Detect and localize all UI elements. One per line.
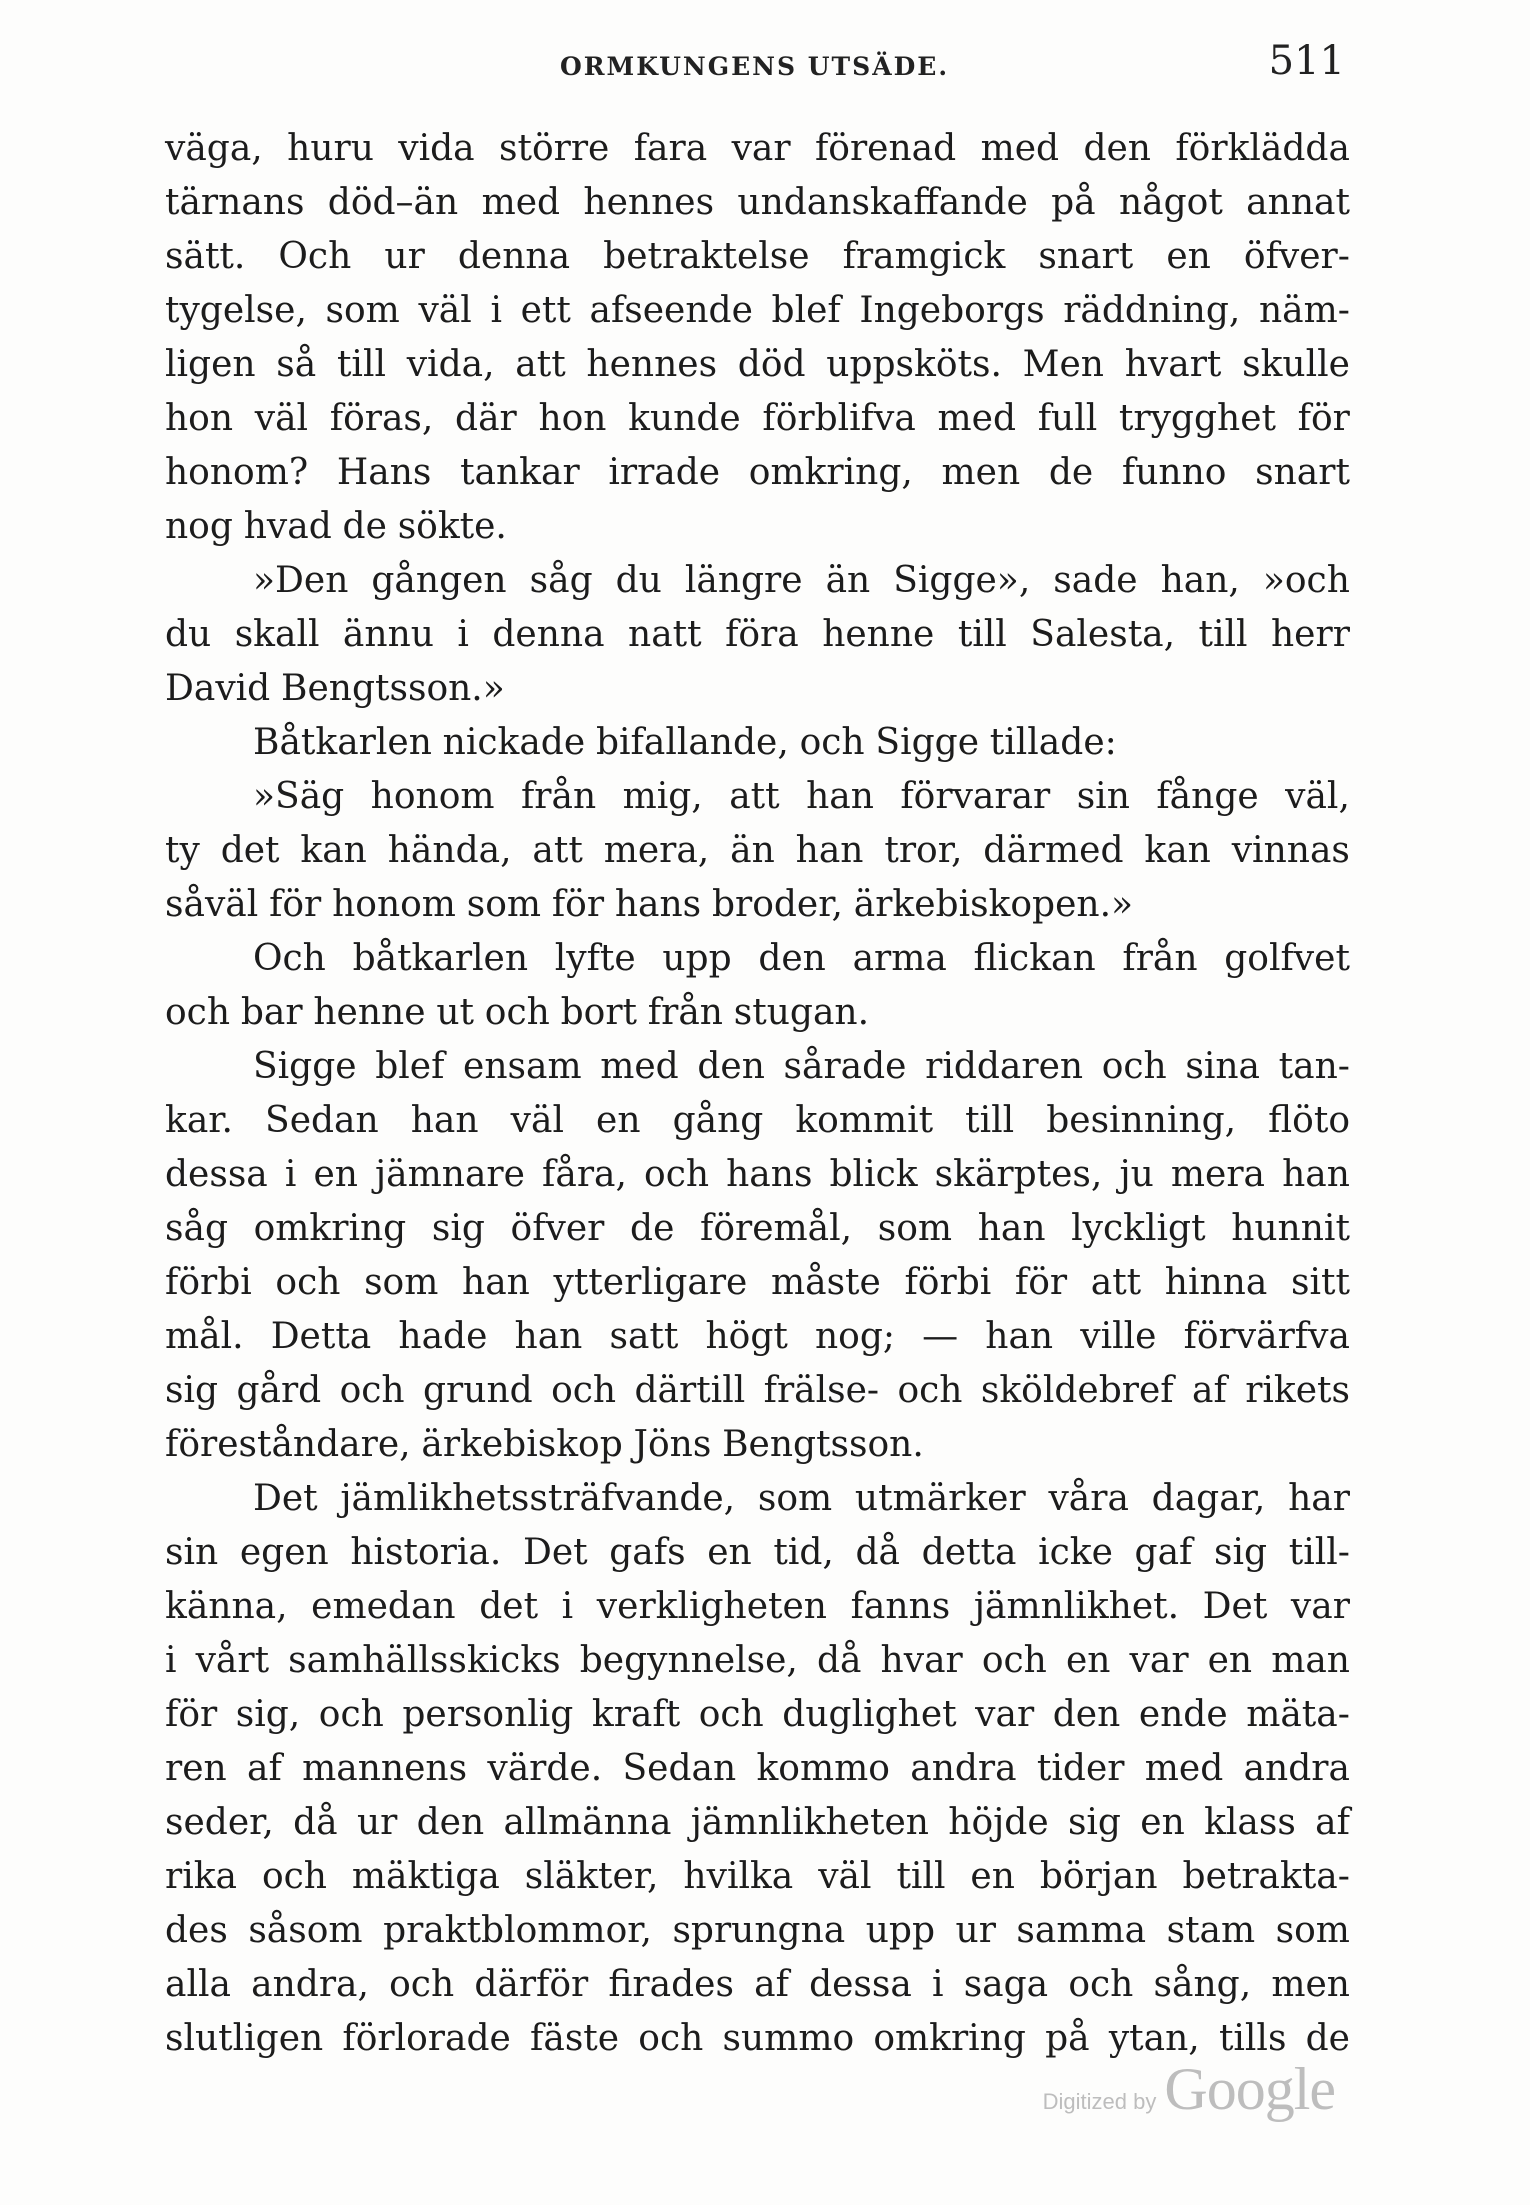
running-title: ORMKUNGENS UTSÄDE. xyxy=(560,52,950,81)
text-line: »Säg honom från mig, att han förvarar sin fånge väl, xyxy=(253,776,1350,817)
text-line: »Den gången såg du längre än Sigge», sade han, »och xyxy=(253,560,1350,601)
text-line: tärnans död–än med hennes undanskaffande på något annat xyxy=(165,182,1350,223)
text-line: ren af mannens värde. Sedan kommo andra tider med andra xyxy=(165,1748,1350,1789)
text-line: sin egen historia. Det gafs en tid, då detta icke gaf sig till- xyxy=(165,1532,1350,1573)
text-line: Sigge blef ensam med den sårade riddaren och sina tan- xyxy=(253,1046,1350,1087)
text-line: och bar henne ut och bort från stugan. xyxy=(165,992,870,1033)
text-line: Och båtkarlen lyfte upp den arma flickan från golfvet xyxy=(253,938,1350,979)
digitized-by-google-watermark xyxy=(1043,2055,1335,2124)
text-line: ligen så till vida, att hennes död uppsköts. Men hvart skulle xyxy=(165,344,1350,385)
text-line: David Bengtsson.» xyxy=(165,668,505,709)
digitized-label: Digitized by xyxy=(1042,2089,1157,2114)
text-line: sätt. Och ur denna betraktelse framgick snart en öfver- xyxy=(165,236,1350,277)
page-number: 511 xyxy=(1268,38,1345,84)
text-line: ty det kan hända, att mera, än han tror, därmed kan vinnas xyxy=(165,830,1350,871)
text-line: des såsom praktblommor, sprungna upp ur samma stam som xyxy=(165,1910,1350,1951)
text-line: Båtkarlen nickade bifallande, och Sigge tillade: xyxy=(253,722,1117,763)
text-line: tygelse, som väl i ett afseende blef Ingeborgs räddning, näm- xyxy=(165,290,1350,331)
text-line: honom? Hans tankar irrade omkring, men de funno snart xyxy=(165,452,1350,493)
text-line: såg omkring sig öfver de föremål, som han lyckligt hunnit xyxy=(165,1208,1350,1249)
text-line: dessa i en jämnare fåra, och hans blick skärptes, ju mera han xyxy=(165,1154,1350,1195)
text-line: nog hvad de sökte. xyxy=(165,506,507,547)
text-line: Det jämlikhetssträfvande, som utmärker våra dagar, har xyxy=(253,1478,1350,1519)
text-line: kar. Sedan han väl en gång kommit till besinning, flöto xyxy=(165,1100,1350,1141)
text-line: känna, emedan det i verkligheten fanns jämnlikhet. Det var xyxy=(165,1586,1350,1627)
text-line: förbi och som han ytterligare måste förbi för att hinna sitt xyxy=(165,1262,1350,1303)
text-line: slutligen förlorade fäste och summo omkring på ytan, tills de xyxy=(165,2018,1350,2059)
body-text xyxy=(165,122,1350,2066)
google-logo: Google xyxy=(1164,2056,1335,2122)
text-line: sig gård och grund och därtill frälse- och sköldebref af rikets xyxy=(165,1370,1350,1411)
text-line: rika och mäktiga släkter, hvilka väl till en början betrakta- xyxy=(165,1856,1350,1897)
text-line: föreståndare, ärkebiskop Jöns Bengtsson. xyxy=(165,1424,924,1465)
text-line: hon väl föras, där hon kunde förblifva med full trygghet för xyxy=(165,398,1350,439)
text-line: såväl för honom som för hans broder, ärkebiskopen.» xyxy=(165,884,1134,925)
text-line: väga, huru vida större fara var förenad med den förklädda xyxy=(165,128,1350,169)
text-line: i vårt samhällsskicks begynnelse, då hvar och en var en man xyxy=(165,1640,1350,1681)
text-line: för sig, och personlig kraft och duglighet var den ende mäta- xyxy=(165,1694,1350,1735)
text-line: seder, då ur den allmänna jämnlikheten höjde sig en klass af xyxy=(165,1802,1350,1843)
text-line: du skall ännu i denna natt föra henne till Salesta, till herr xyxy=(165,614,1350,655)
text-line: alla andra, och därför firades af dessa i saga och sång, men xyxy=(165,1964,1350,2005)
text-line: mål. Detta hade han satt högt nog; — han ville förvärfva xyxy=(165,1316,1350,1357)
